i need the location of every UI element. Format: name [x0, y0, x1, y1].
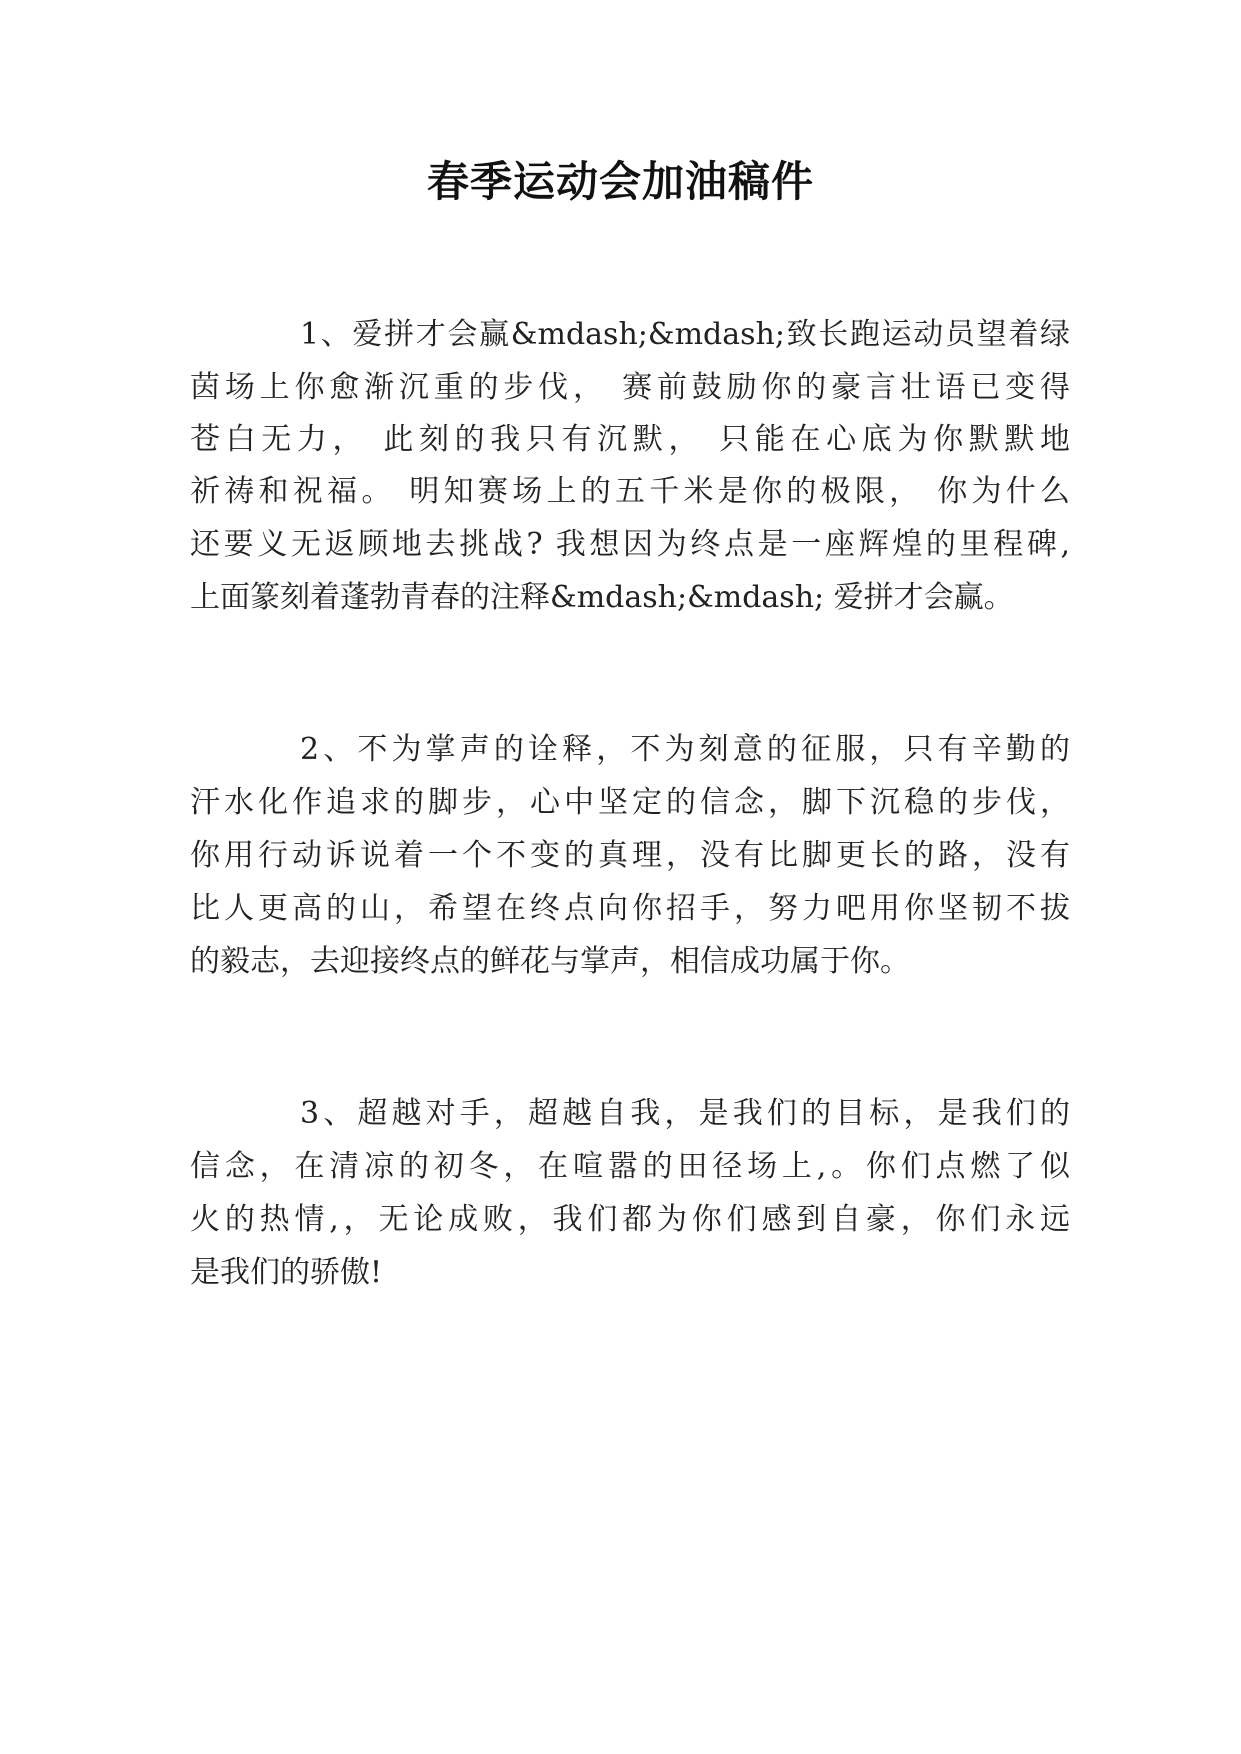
paragraph-2-line-1: 2、不为掌声的诠释，不为刻意的征服，只有辛勤的: [300, 732, 1070, 767]
paragraph-1-line-5: 还要义无返顾地去挑战? 我想因为终点是一座辉煌的里程碑,: [190, 527, 1070, 562]
document-title: 春季运动会加油稿件: [426, 157, 814, 206]
paragraph-3-line-1: 3、超越对手，超越自我，是我们的目标，是我们的: [300, 1096, 1070, 1131]
paragraph-2-line-2: 汗水化作追求的脚步，心中坚定的信念，脚下沉稳的步伐，: [190, 785, 1070, 820]
paragraph-2-line-3: 你用行动诉说着一个不变的真理，没有比脚更长的路，没有: [190, 838, 1070, 873]
paragraph-1-line-2: 茵场上你愈渐沉重的步伐， 赛前鼓励你的豪言壮语已变得: [190, 370, 1070, 405]
paragraph-1-line-6: 上面篆刻着蓬勃青春的注释&mdash;&mdash; 爱拼才会赢。: [190, 580, 1014, 615]
paragraph-1-line-1: 1、爱拼才会赢&mdash;&mdash;致长跑运动员望着绿: [300, 317, 1070, 352]
paragraph-2-line-4: 比人更高的山，希望在终点向你招手，努力吧用你坚韧不拔: [190, 891, 1070, 926]
paragraph-2-line-5: 的毅志，去迎接终点的鲜花与掌声，相信成功属于你。: [190, 944, 910, 979]
paragraph-3-line-3: 火的热情,，无论成败，我们都为你们感到自豪，你们永远: [190, 1202, 1070, 1237]
paragraph-1-line-4: 祈祷和祝福。 明知赛场上的五千米是你的极限， 你为什么: [190, 474, 1070, 509]
paragraph-3-line-4: 是我们的骄傲!: [190, 1255, 383, 1290]
paragraph-3-line-2: 信念，在清凉的初冬，在喧嚣的田径场上,。你们点燃了似: [190, 1149, 1070, 1184]
paragraph-1-line-3: 苍白无力， 此刻的我只有沉默， 只能在心底为你默默地: [190, 422, 1070, 457]
